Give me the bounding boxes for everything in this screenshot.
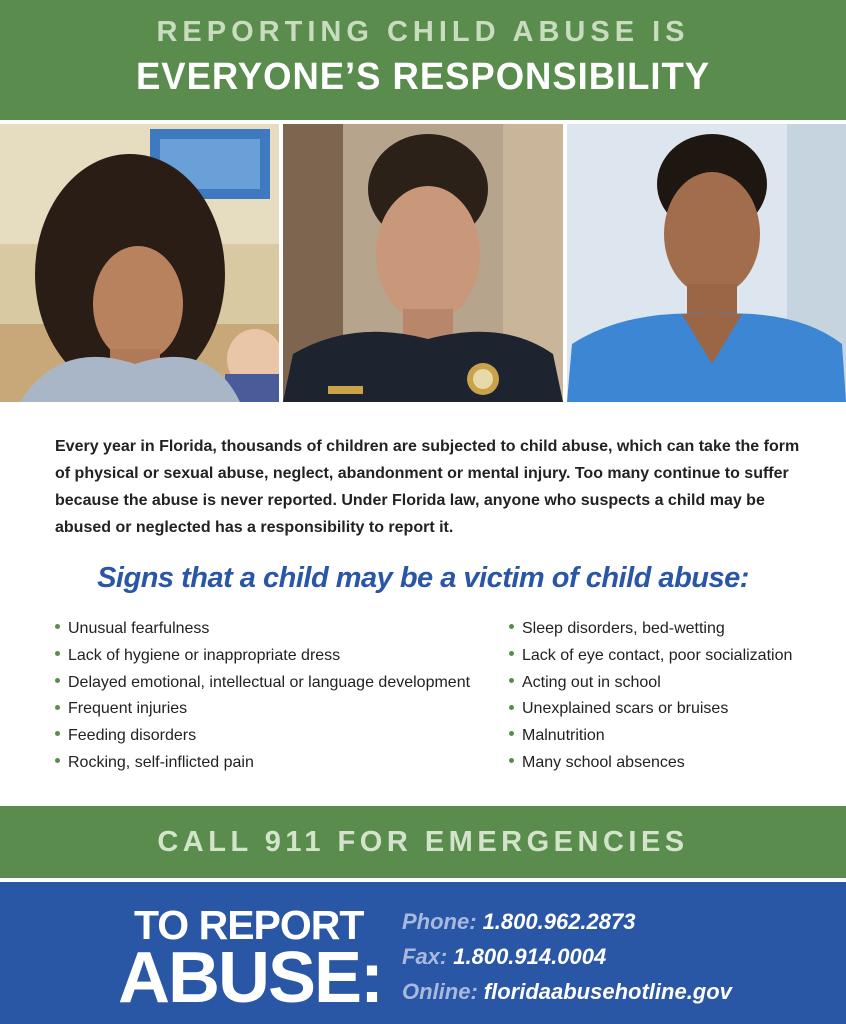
online-line — [402, 979, 732, 1005]
emergency-text: CALL 911 FOR EMERGENCIES — [157, 826, 689, 858]
list-item: Malnutrition — [509, 723, 792, 750]
list-item: Rocking, self-inflicted pain — [55, 750, 470, 777]
bullet-icon — [55, 758, 60, 763]
list-item: Unusual fearfulness — [55, 616, 470, 643]
list-item: Lack of hygiene or inappropriate dress — [55, 643, 470, 670]
photo-teacher — [0, 124, 279, 402]
list-item: Lack of eye contact, poor socialization — [509, 643, 792, 670]
bullet-icon — [55, 624, 60, 629]
bullet-icon — [55, 731, 60, 736]
bullet-icon — [55, 678, 60, 683]
report-label-line-1: TO REPORT — [134, 902, 364, 948]
signs-title: Signs that a child may be a victim of child abuse: — [97, 562, 749, 594]
list-item: Unexplained scars or bruises — [509, 696, 792, 723]
phone-label: Phone: — [402, 909, 477, 934]
header-line-1: REPORTING CHILD ABUSE IS — [156, 16, 690, 48]
header-banner — [0, 0, 846, 120]
list-item: Many school absences — [509, 750, 792, 777]
emergency-banner — [0, 806, 846, 878]
bullet-icon — [509, 705, 514, 710]
fax-label: Fax: — [402, 944, 448, 969]
photo-strip — [0, 124, 846, 402]
list-item: Acting out in school — [509, 670, 792, 697]
report-banner — [0, 882, 846, 1024]
report-label-line-2: ABUSE: — [118, 938, 383, 1018]
bullet-icon — [509, 731, 514, 736]
fax-number: 1.800.914.0004 — [453, 944, 607, 969]
bullet-icon — [509, 624, 514, 629]
online-label: Online: — [402, 979, 478, 1004]
bullet-icon — [55, 705, 60, 710]
phone-number[interactable]: 1.800.962.2873 — [482, 909, 636, 934]
photo-nurse — [567, 124, 846, 402]
bullet-icon — [55, 651, 60, 656]
bullet-icon — [509, 758, 514, 763]
list-item: Delayed emotional, intellectual or language development — [55, 670, 470, 697]
list-item: Feeding disorders — [55, 723, 470, 750]
header-line-2: EVERYONE’S RESPONSIBILITY — [135, 56, 711, 98]
photo-police-officer — [283, 124, 563, 402]
signs-list-right — [509, 616, 792, 777]
online-link[interactable]: floridaabusehotline.gov — [483, 979, 732, 1004]
list-item: Sleep disorders, bed-wetting — [509, 616, 792, 643]
fax-line — [402, 944, 606, 970]
phone-line — [402, 909, 636, 935]
intro-paragraph: Every year in Florida, thousands of children are subjected to child abuse, which can take the form of physical or sexual abuse, neglect, abandonment or mental injury. Too many continue to suffer because the abuse is never reported. Under Florida law, anyone who suspects a child may be abused or neglected has a responsibility to report it. — [55, 438, 800, 536]
bullet-icon — [509, 651, 514, 656]
signs-list-left — [55, 616, 470, 777]
bullet-icon — [509, 678, 514, 683]
list-item: Frequent injuries — [55, 696, 470, 723]
